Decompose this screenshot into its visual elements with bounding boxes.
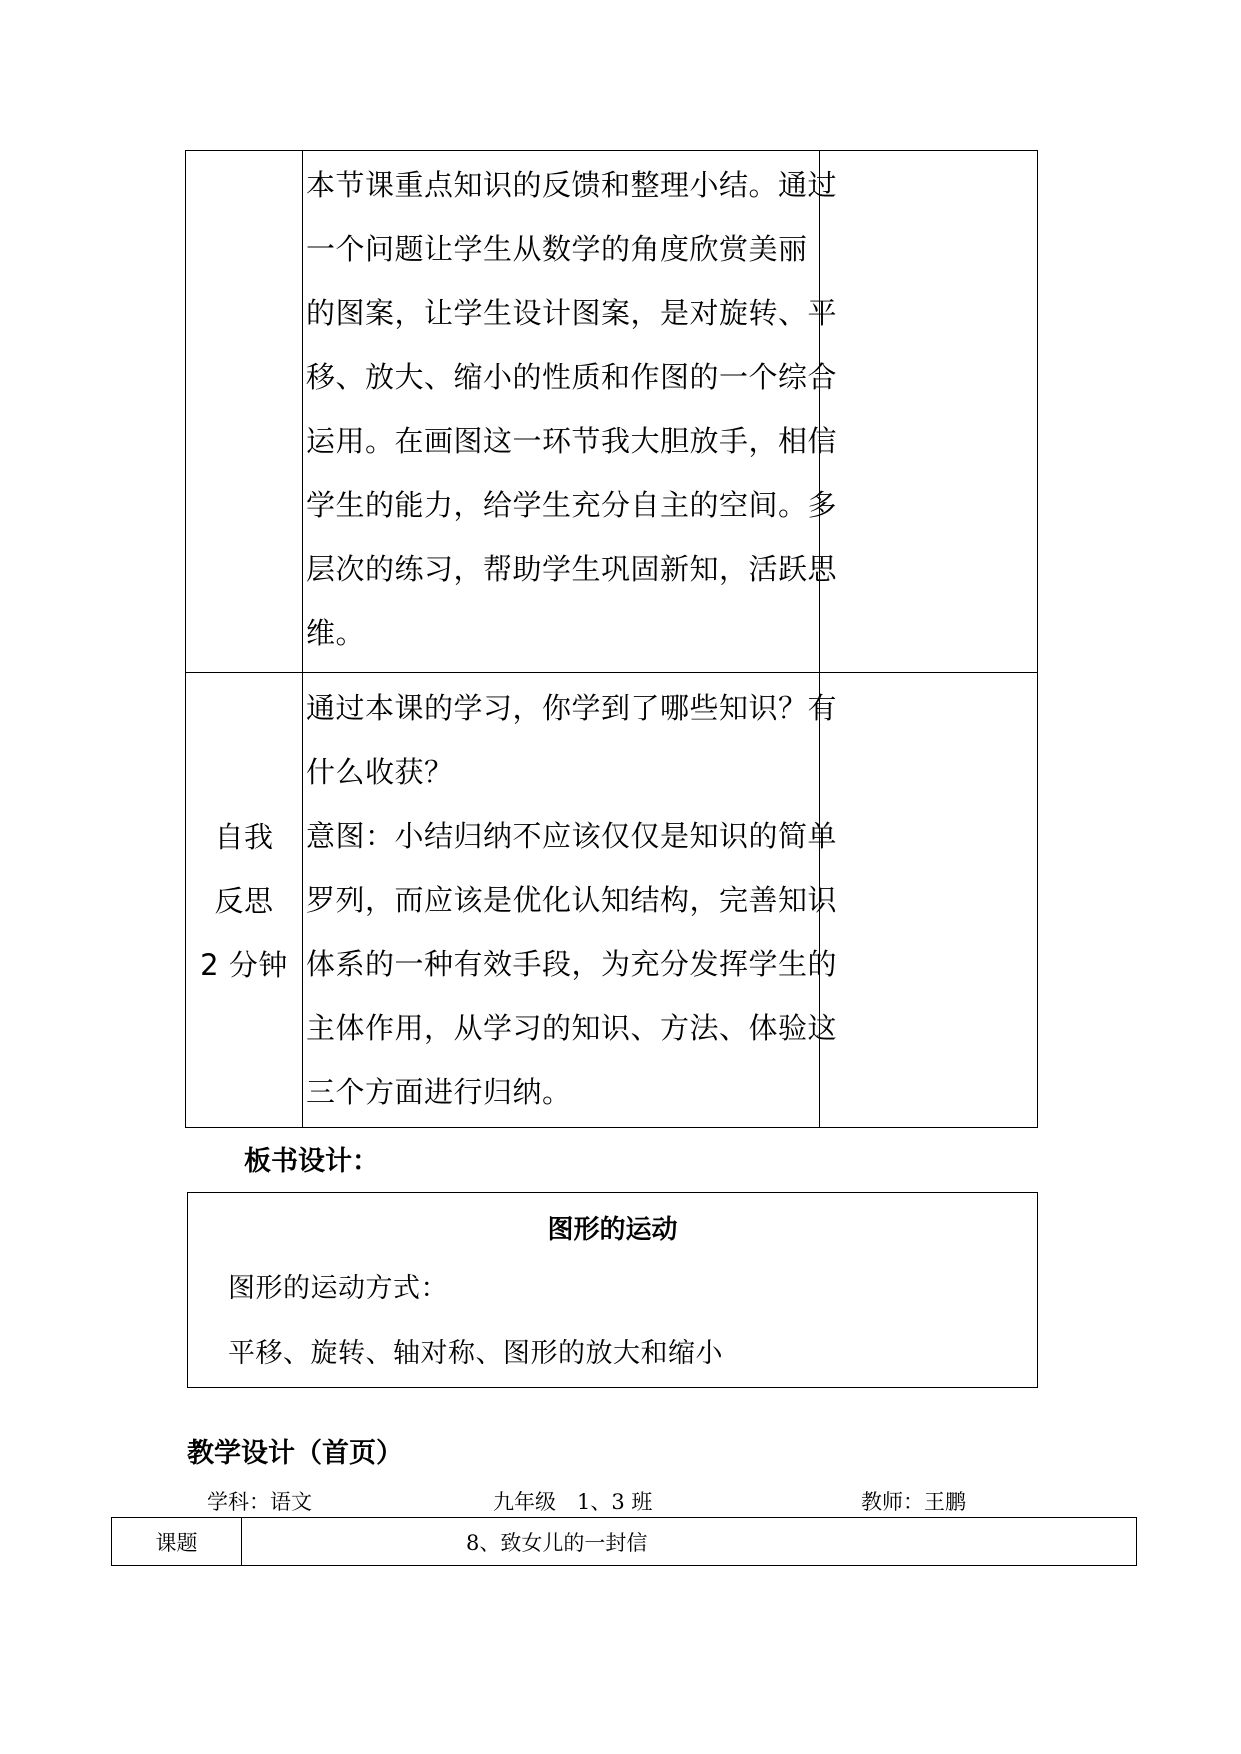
topic-label: 课题 bbox=[155, 1531, 198, 1555]
board-design-title: 图形的运动 bbox=[547, 1215, 678, 1245]
teaching-design-heading: 教学设计（首页） bbox=[187, 1438, 403, 1469]
row1-content-text bbox=[306, 153, 837, 665]
topic-value: 8、致女儿的一封信 bbox=[466, 1531, 648, 1555]
teacher-label: 教师：王鹏 bbox=[861, 1490, 966, 1514]
board-design-heading: 板书设计： bbox=[244, 1146, 379, 1177]
text-line: 意图：小结归纳不应该仅仅是知识的简单 bbox=[306, 819, 838, 853]
text-line: 的图案，让学生设计图案，是对旋转、平 bbox=[306, 296, 838, 330]
grade-class-label: 九年级 1、3 班 bbox=[493, 1490, 653, 1514]
stage-line: 2 分钟 bbox=[200, 948, 288, 982]
row2-notes-cell bbox=[819, 672, 1038, 1128]
text-line: 本节课重点知识的反馈和整理小结。通过 bbox=[306, 168, 838, 202]
text-line: 一个问题让学生从数学的角度欣赏美丽 bbox=[306, 232, 808, 266]
text-line: 层次的练习，帮助学生巩固新知，活跃思 bbox=[306, 552, 838, 586]
text-line: 学生的能力，给学生充分自主的空间。多 bbox=[306, 488, 838, 522]
stage-line: 自我 bbox=[214, 820, 274, 854]
board-design-line1: 图形的运动方式： bbox=[228, 1273, 448, 1304]
subject-label: 学科：语文 bbox=[207, 1490, 312, 1514]
text-line: 罗列，而应该是优化认知结构，完善知识 bbox=[306, 883, 838, 917]
text-line: 运用。在画图这一环节我大胆放手，相信 bbox=[306, 424, 838, 458]
text-line: 维。 bbox=[306, 616, 366, 650]
text-line: 移、放大、缩小的性质和作图的一个综合 bbox=[306, 360, 838, 394]
row1-stage-cell bbox=[185, 150, 303, 673]
row2-content-text bbox=[306, 676, 837, 1124]
topic-value-cell bbox=[241, 1517, 1137, 1566]
text-line: 三个方面进行归纳。 bbox=[306, 1075, 572, 1109]
text-line: 体系的一种有效手段，为充分发挥学生的 bbox=[306, 947, 838, 981]
text-line: 主体作用，从学习的知识、方法、体验这 bbox=[306, 1011, 838, 1045]
stage-line: 反思 bbox=[214, 884, 274, 918]
text-line: 什么收获？ bbox=[306, 755, 454, 789]
row2-stage-text bbox=[185, 805, 303, 997]
text-line: 通过本课的学习，你学到了哪些知识？有 bbox=[306, 691, 838, 725]
row1-notes-cell bbox=[819, 150, 1038, 673]
board-design-line2: 平移、旋转、轴对称、图形的放大和缩小 bbox=[228, 1338, 723, 1369]
